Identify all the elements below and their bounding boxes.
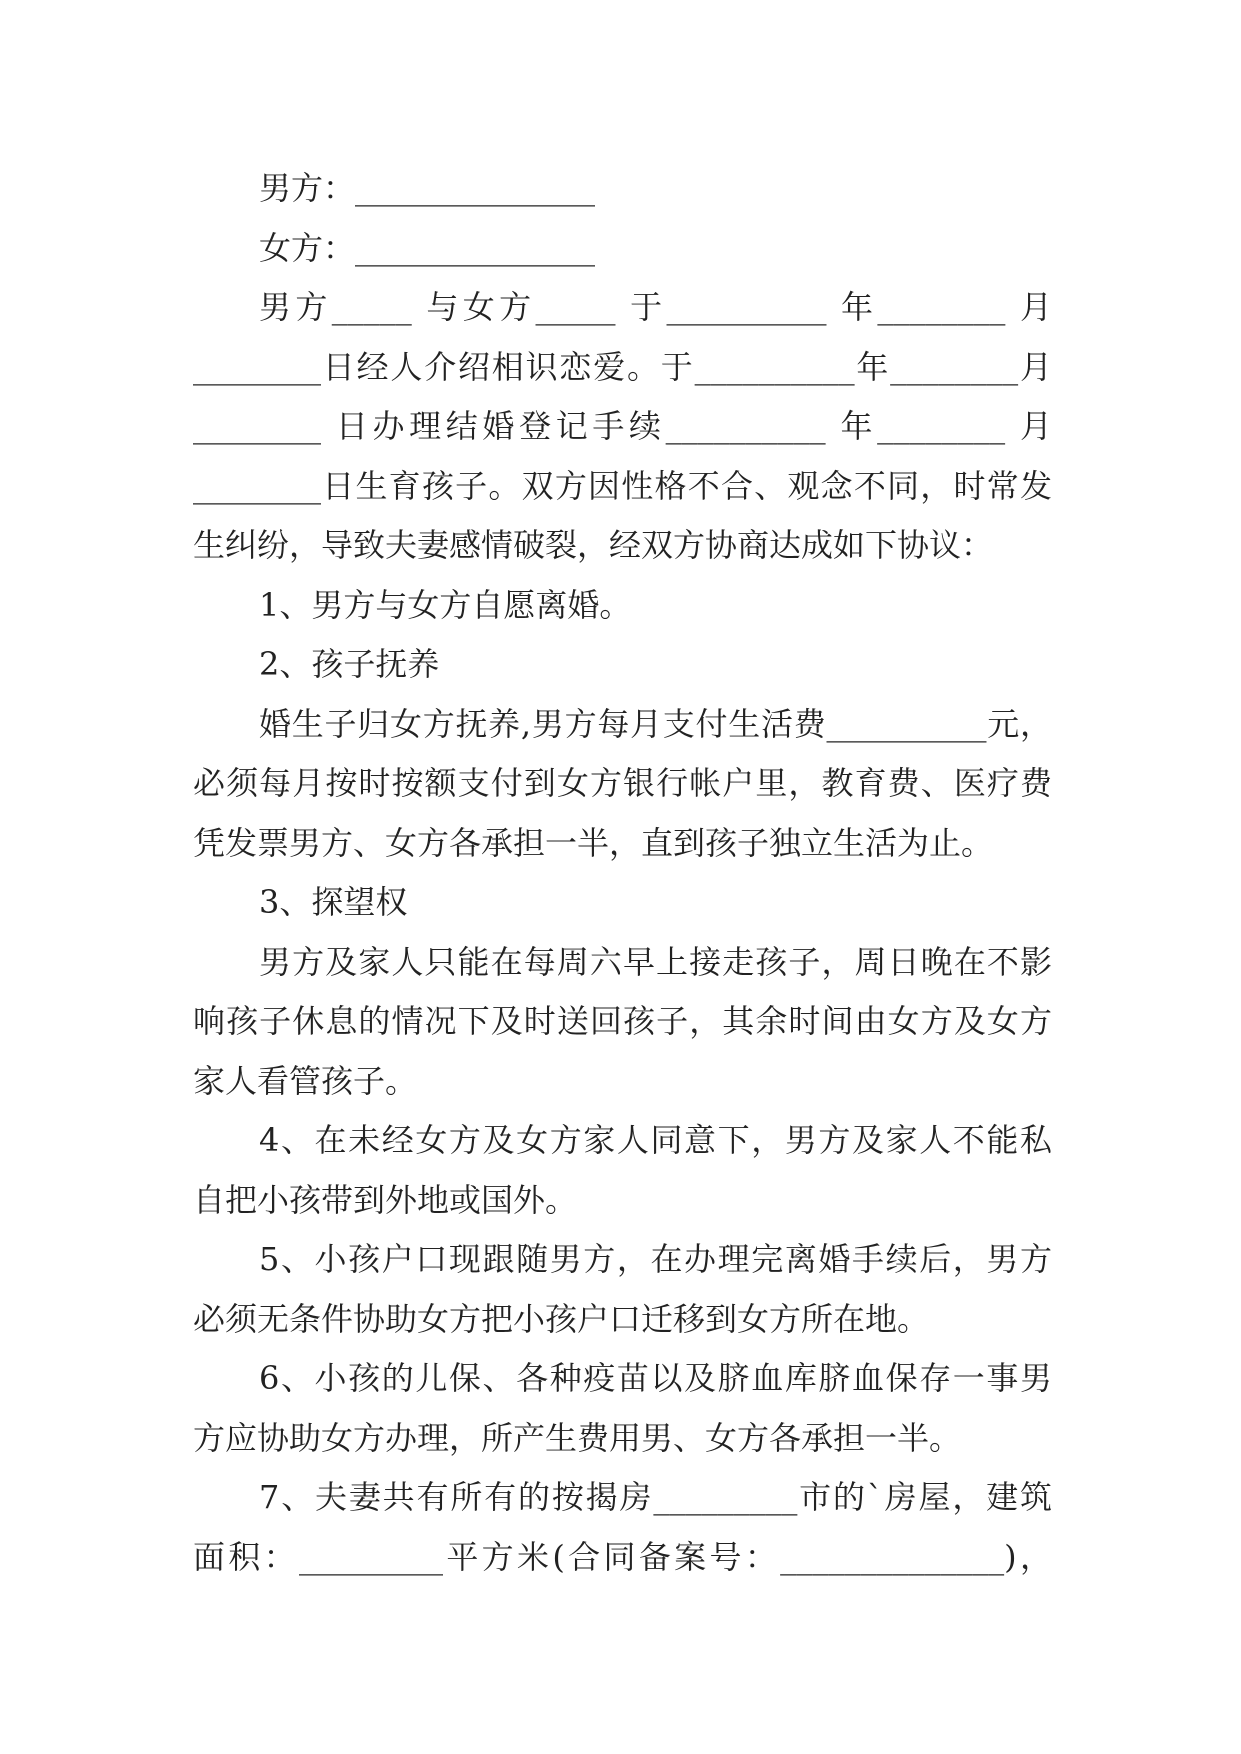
clause-4-text: 自把小孩带到外地或国外。 — [193, 1180, 578, 1219]
clause-3-heading: 3、探望权 — [259, 883, 408, 921]
preamble-line: 生纠纷，导致夫妻感情破裂，经双方协商达成如下协议： — [193, 526, 994, 564]
clause-3-text: 响孩子休息的情况下及时送回孩子，其余时间由女方及女方 — [193, 1002, 1052, 1040]
male-party-field: 男方：_______________ — [259, 169, 596, 207]
clause-5-text: 5、小孩户口现跟随男方，在办理完离婚手续后，男方 — [259, 1240, 1052, 1278]
clause-5-text: 必须无条件协助女方把小孩户口迁移到女方所在地。 — [193, 1299, 930, 1338]
clause-4-text: 4、在未经女方及女方家人同意下，男方及家人不能私 — [259, 1121, 1052, 1159]
agreement-body — [193, 159, 1052, 1587]
clause-1-text: 1、男方与女方自愿离婚。 — [259, 585, 632, 624]
clause-3-text: 男方及家人只能在每周六早上接走孩子，周日晚在不影 — [259, 942, 1052, 981]
preamble-line: ________日经人介绍相识恋爱。于__________年________月 — [193, 347, 1052, 386]
clause-6-text: 6、小孩的儿保、各种疫苗以及脐血库脐血保存一事男 — [259, 1359, 1052, 1397]
clause-7-text: 面积：_________平方米(合同备案号：______________)， — [193, 1537, 1052, 1576]
clause-6-text: 方应协助女方办理，所产生费用男、女方各承担一半。 — [193, 1418, 962, 1457]
preamble-line: 男方_____ 与女方_____ 于__________ 年________ 月 — [259, 288, 1052, 326]
clause-7-text: 7、夫妻共有所有的按揭房_________市的`房屋，建筑 — [259, 1478, 1052, 1516]
clause-3-text: 家人看管孩子。 — [193, 1061, 418, 1100]
preamble-line: ________日生育孩子。双方因性格不合、观念不同，时常发 — [193, 466, 1052, 505]
clause-2-text: 必须每月按时按额支付到女方银行帐户里，教育费、医疗费 — [193, 764, 1052, 802]
female-party-field: 女方：_______________ — [259, 228, 596, 267]
clause-2-heading: 2、孩子抚养 — [259, 645, 440, 683]
clause-2-text: 凭发票男方、女方各承担一半，直到孩子独立生活为止。 — [193, 823, 994, 862]
clause-2-text: 婚生子归女方抚养,男方每月支付生活费__________元， — [259, 704, 1052, 743]
preamble-line: ________ 日办理结婚登记手续__________ 年________ 月 — [193, 407, 1052, 445]
